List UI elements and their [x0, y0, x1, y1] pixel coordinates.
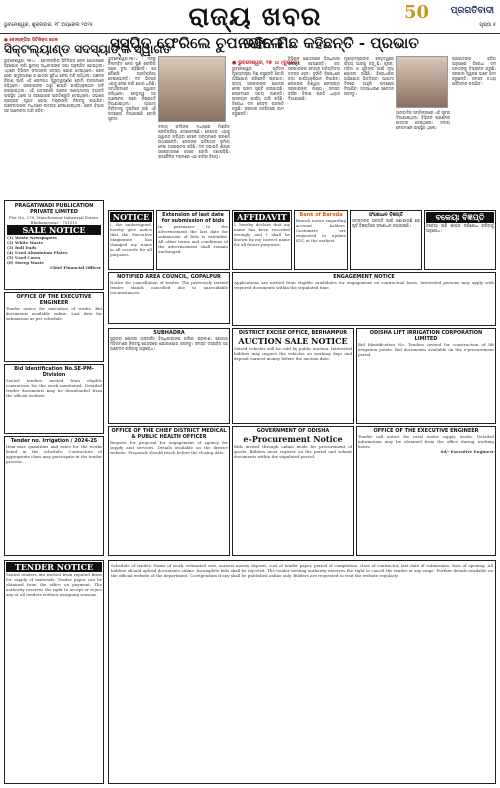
right-story-col2: ବିଭିନ୍ନ ଯୋଜନାରେ ହିତାଧିକାରୀ ଉପକୃତ ହେଉଛନ୍ତି। ଗତ ସରକାରଙ୍କ ସମୟର ଅନିୟମିତତା ତଦନ୍ତ ହେବ। ଦୁର୍ନୀତି ବିରୋଧରେ କଡ଼ା କାର୍ଯ୍ୟାନୁଷ୍ଠାନ ନିଆଯିବ। ଲୋକଙ୍କ ବିଶ୍ୱାସ ଫେରାଇବା ସରକାରଙ୍କ ଲକ୍ଷ୍ୟ। ସମସ୍ତ ବର୍ଗର ବିକାଶ ପ୍ରତି ଧ୍ୟାନ ଦିଆଯାଉଛି।	[288, 56, 340, 101]
notice-ad: NOTICE I, the undersigned, hereby give notice that the Executive Magistrate has changed my name in all records for all purposes.	[108, 210, 154, 270]
amendment-title: ସଂଶୋଧନ ବିଜ୍ଞପ୍ତି	[368, 212, 404, 218]
sale-item: (1) Waste Newspapers	[7, 235, 57, 240]
sale-item: (6) Sweep Waste	[7, 260, 44, 265]
chief-fin: Chief Financial Officer	[50, 265, 101, 270]
rwss-title: OFFICE OF THE EXECUTIVE ENGINEER	[373, 428, 479, 434]
sale-item: (4) Used Aluminium Plates	[7, 250, 68, 255]
page-title: ରାଜ୍ୟ ଖବର	[188, 2, 322, 32]
sale-address: Plot No. 278, Mancheswar Industrial Estate, Bhubaneswar - 751010	[8, 215, 100, 225]
engagement-ad: ENGAGEMENT NOTICE Applications are invited from eligible candidates for engagement on contractual basis. Interested persons may apply with required documents within the stipulated time.	[232, 272, 496, 326]
sale-company: PRAGATIWADI PUBLICATION PRIVATE LIMITED	[14, 203, 94, 215]
panchayat-title: SUBHADRA	[153, 330, 185, 336]
masthead	[0, 0, 500, 34]
notice-title: NOTICE	[110, 212, 152, 222]
panchayat-ad: SUBHADRA ସୁଭଦ୍ରା ଯୋଜନା ଅନ୍ତର୍ଗତ ହିତାଧିକାରୀଙ୍କ ତାଲିକା ପ୍ରକାଶ। ଯୋଗ୍ୟ ମହିଳାମାନେ ନିକଟସ୍ଥ କେନ୍ଦ୍ରରେ ଯୋଗାଯୋଗ କରନ୍ତୁ। ସମସ୍ତ ଦସ୍ତାବିଜ ସହ ଆବେଦନ କରିବାକୁ ଅନୁରୋଧ।	[108, 328, 230, 424]
ed-notice-ad: Extension of last date for submission of bids In pursuance to the advertisement the last date for submission of bids is extended. All other terms and conditions of the advertisement shall remain unchanged.	[156, 210, 230, 270]
page-number: ପୃଷ୍ଠା ୫	[479, 22, 496, 28]
anniversary-logo: 50	[404, 2, 430, 23]
irrigation-office-ad: OFFICE OF THE EXECUTIVE ENGINEER Tender notice for execution of works. Bid documents available online. Last date for submission as per schedule.	[4, 292, 104, 362]
date-line: ଭୁବନେଶ୍ୱର, ଶୁକ୍ରବାର, ୧୮ ଅପ୍ରେଲ ୨୦୨୫	[4, 22, 93, 28]
notified-area-ad: NOTIFIED AREA COUNCIL, GOPALPUR Notice for cancellation of tender. The previously invited tender stands cancelled due to unavoidable circumstances.	[108, 272, 230, 324]
auction-title: AUCTION SALE NOTICE	[238, 336, 348, 346]
dues-title: ବକେୟା ବିଜ୍ଞପ୍ତି	[426, 212, 494, 223]
dues-notice-ad: ବକେୟା ବିଜ୍ଞପ୍ତି ବକେୟା ରାଶି ଶୀଘ୍ର ପରିଶୋଧ କରିବାକୁ ଅନୁରୋଧ।	[424, 210, 496, 270]
notified-area-title: NOTIFIED AREA COUNCIL, GOPALPUR	[117, 274, 221, 280]
bid-ident-title: Bid Identification No.SE-PM-Division	[14, 366, 94, 378]
ecb-title: Tender no. Irrigation / 2024-25	[10, 438, 98, 444]
sale-item: (3) Roll Ends	[7, 245, 37, 250]
politician-photo	[158, 56, 226, 122]
bank-baroda-ad: Bank of Baroda Branch notice regarding account holders. Customers are requested to update KYC at the earliest.	[294, 210, 348, 270]
govt-odisha-ad: GOVERNMENT OF ODISHA e-Procurement Notice Bids invited through online mode for procurement of goods. Bidders must register on the portal and submit documents within the stipulated period.	[232, 426, 354, 556]
bank-name: Bank of Baroda	[299, 212, 343, 218]
mid-story-col2: ଦଳୀୟ କର୍ମୀଙ୍କ ମଧ୍ୟରେ ମିଶ୍ରିତ ପ୍ରତିକ୍ରିୟା ଦେଖାଦେଇଛି। କେତେକ ଏହାକୁ ସ୍ୱାଗତ କରିଥିବା ବେଳେ ଅନ୍ୟମାନେ ପ୍ରଶ୍ନ ଉଠାଇଛନ୍ତି। ନେତାଙ୍କ ଭବିଷ୍ୟତ ଭୂମିକା ନେଇ ଅସ୍ପଷ୍ଟତା ରହିଛି। ଦଳ ସଭାପତି ଶୀଘ୍ର ସ୍ପଷ୍ଟୀକରଣ ଦେବେ ବୋଲି ଜଣାପଡ଼ିଛି। ରାଜନୈତିକ ମହଲରେ ଏହା ଚର୍ଚ୍ଚାର ବିଷୟ।	[158, 124, 230, 159]
sale-title: SALE NOTICE	[7, 225, 101, 235]
affidavit-ad: AFFIDAVIT I, hereby declare that my name has been recorded wrongly and I shall be known by my correct name for all future purposes.	[232, 210, 292, 270]
health-office-ad: OFFICE OF THE CHIEF DISTRICT MEDICAL & PUBLIC HEALTH OFFICER Request for proposal for engagement of agency for supply and services. Details available on the district website. Proposals should reach before the closing date.	[108, 426, 230, 556]
speaker-photo	[396, 56, 448, 108]
tender-title: TENDER NOTICE	[6, 562, 102, 572]
affidavit-title: AFFIDAVIT	[234, 212, 290, 222]
schedule-ads: Schedule of tender: Name of work, estimated cost, earnest money deposit, cost of tender paper, period of completion, class of contractor, last date of submission, date of opening. All bidders should upload documents online. Incomplete bids shall be rejected. The tender inviting authority reserves the right to cancel the tender at any stage. Further details available on the official website of the department. Corrigendum if any shall be published online only. Bidders are requested to visit the website regularly.	[108, 560, 496, 784]
brand-name: ପ୍ରଗତିବାଦୀ	[450, 6, 494, 16]
lift-irrigation-ad: ODISHA LIFT IRRIGATION CORPORATION LIMITED Bid Identification No. Tenders invited for construction of lift irrigation points. Bid documents available on the e-procurement portal.	[356, 328, 496, 424]
right-headline: ନବୀନ ମିଛ କହିଛନ୍ତି - ପ୍ରଭାତ	[238, 34, 419, 52]
right-story-col5: ସାମ୍ବାଦିକ ସମ୍ମିଳନୀରେ ଏହି ସୂଚନା ଦିଆଯାଇଥିଲା। ବିଭିନ୍ନ ପ୍ରଶ୍ନର ଉତ୍ତର ଦେଇଥିଲେ। ଦଳୀୟ ନେତାମାନେ ଉପସ୍ଥିତ ଥିଲେ।	[396, 110, 450, 130]
rwss-sign: Sd/- Executive Engineer	[440, 449, 494, 454]
right-kicker: ● ଭୁବନେଶ୍ୱର, ୧୭ ।୪ (ବ୍ୟୁରୋ)	[232, 60, 300, 66]
tender-notice-ad: TENDER NOTICE Sealed tenders are invited from reputed firms for supply of materials. Tender paper can be obtained from the office on payment. The authority reserves the right to accept or reject any or all tenders without assigning reasons.	[4, 560, 104, 784]
right-story-col1: ଭୁବନେଶ୍ୱର : ପୂର୍ବତନ ମୁଖ୍ୟମନ୍ତ୍ରୀ ମିଛ କହୁଛନ୍ତି ବୋଲି ଅଭିଯୋଗ କରିଛନ୍ତି ପ୍ରଭାତ। ରାଜ୍ୟ ସରକାରଙ୍କ ଯୋଜନା ନେଇ ଭ୍ରମ ସୃଷ୍ଟି କରାଯାଉଛି। ଲୋକମାନେ ସତ୍ୟ ଜାଣନ୍ତି। ଉନ୍ନୟନ କାର୍ଯ୍ୟ ଜାରି ରହିଛି। ବିରୋଧୀ ଦଳ କେବଳ ରାଜନୀତି କରୁଛି। ସରକାର ଜନହିତରେ କାମ କରୁଛନ୍ତି।	[232, 66, 284, 116]
rwss-ad: OFFICE OF THE EXECUTIVE ENGINEER Tender call notice for rural water supply works. Detailed information may be obtained from the office during working hours. Sd/- Executive Engineer	[356, 426, 496, 556]
irrigation-title: OFFICE OF THE EXECUTIVE ENGINEER	[16, 294, 92, 306]
left-kicker: ● ବୋଲାଙ୍ଗିର ସିଟିଜିକ୍ସ ରେଳ	[4, 38, 58, 43]
bid-ident-ad: Bid Identification No.SE-PM-Division Sealed tenders invited from eligible contractors for the work mentioned. Detailed tender documents may be downloaded from the official website.	[4, 364, 104, 434]
sale-item: (5) Used Cores	[7, 255, 41, 260]
sale-item: (2) White Waste	[7, 240, 44, 245]
right-story-col3: ମୁଖ୍ୟମନ୍ତ୍ରୀଙ୍କ ନେତୃତ୍ୱରେ ରାଜ୍ୟ ଆଗକୁ ବଢ଼ୁଛି। କୃଷକ, ମହିଳା ଓ ଯୁବଙ୍କ ପାଇଁ ନୂଆ ଯୋଜନା ଆସିଛି। ବିରୋଧୀଙ୍କ ଅଭିଯୋଗ ଭିତ୍ତିହୀନ। ଆଗାମୀ ଦିନରେ ଆହୁରି ପଦକ୍ଷେପ ନିଆଯିବ। ଜନସାଧାରଣ ସଚେତନ ରହନ୍ତୁ।	[344, 56, 394, 96]
govt-title: GOVERNMENT OF ODISHA	[256, 428, 330, 434]
excise-title: DISTRICT EXCISE OFFICE, BERHAMPUR	[238, 330, 348, 336]
sale-notice-ad	[4, 200, 104, 290]
amendment-ad: ସଂଶୋଧନ ବିଜ୍ଞପ୍ତି ସମସ୍ତଙ୍କ ଅବଗତି ପାଇଁ ଜଣାଯାଉଛି ଯେ ପୂର୍ବ ବିଜ୍ଞପ୍ତିରେ ସଂଶୋଧନ କରାଯାଇଛି।	[350, 210, 422, 270]
left-story-text: ଭୁବନେଶ୍ୱର, ୧୭।୪ : ବୋଲାଙ୍ଗିର ସିଟିଜିକ୍ସ ରେଳ ଯୋଜନାରେ ସହଯୋଗ ଲାଗି ସ୍ଥାନୀୟ ଅଧିବାସୀଙ୍କ ସଭା ଅନୁଷ୍ଠିତ ହୋଇଥିଲା। ଏଥିରେ ବିଭିନ୍ନ ସଂଗଠନର ସଦସ୍ୟ ଯୋଗ ଦେଇଥିଲେ। ରେଳ ସେବା ସମ୍ପ୍ରସାରଣ ଓ ଯାତ୍ରୀ ସୁବିଧା ନେଇ ଦାବି ଉଠିଥିଲା। ଅଞ୍ଚଳର ବିକାଶ ପାଇଁ ଏହି ରେଳପଥ ଗୁରୁତ୍ୱପୂର୍ଣ୍ଣ ବୋଲି ବକ୍ତାମାନେ କହିଥିଲେ। ସରକାରଙ୍କ ଠାରୁ ଶୀଘ୍ର କାର୍ଯ୍ୟାନୁଷ୍ଠାନ ଦାବି କରାଯାଇଥିଲା। ଏହି ଅବସରରେ ଅନେକ ଗଣ୍ୟମାନ୍ୟ ବ୍ୟକ୍ତି ଉପସ୍ଥିତ ଥିଲେ ଓ ସହଯୋଗର ପ୍ରତିଶ୍ରୁତି ଦେଇଥିଲେ। ସଭାରେ ପ୍ରସ୍ତାବ ଗୃହୀତ ହୋଇ ମନ୍ତ୍ରୀଙ୍କ ନିକଟକୁ ପଠାଯିବ। ଅଞ୍ଚଳବାସୀଙ୍କ ମଧ୍ୟରେ ଉତ୍ସାହ ଦେଖାଯାଇଥିଲା। ରେଳ ବିଭାଗ ସହ ଆଲୋଚନା ଜାରି ରହିବ।	[4, 58, 104, 113]
excise-ad: DISTRICT EXCISE OFFICE, BERHAMPUR AUCTION SALE NOTICE Seized vehicles will be sold by public auction. Interested bidders may inspect the vehicles on working days and deposit earnest money before the auction date.	[232, 328, 354, 424]
right-story-col4: ପ୍ରଭାତଙ୍କ କହିବା ଅନୁସାରେ ବିରୋଧୀ ଦଳ ଜନତାଙ୍କୁ ବିଭ୍ରାନ୍ତ କରୁଛି। ସରକାର ସ୍ୱଚ୍ଛ ଭାବେ କାମ କରୁଛନ୍ତି। ସମସ୍ତ ତଥ୍ୟ ସାର୍ବଜନୀନ କରାଯିବ।	[452, 56, 496, 86]
left-headline: ସିକ୍ଟଲ୍ୟାଣ୍ଡ ସଦସ୍ୟାଙ୍କ ସ୍ୱାଗତ	[4, 42, 172, 56]
ecb-ad: Tender no. Irrigation / 2024-25 Item-wise quantities and rates for the works listed in the schedule. Contractors of appropriate class may participate in the tender process.	[4, 436, 104, 556]
engagement-title: ENGAGEMENT NOTICE	[333, 274, 395, 280]
lift-irrigation-title: ODISHA LIFT IRRIGATION CORPORATION LIMITED	[369, 330, 483, 342]
ed-notice-title: Extension of last date for submission of bids	[161, 212, 225, 224]
mid-headline: ସସ୍ପିତ ଫେରିଲେ ଚୁପ ରହିଲେ	[110, 34, 284, 52]
eproc-title: e-Procurement Notice	[243, 434, 343, 444]
mid-story-col1: ଭୁବନେଶ୍ୱର,୧୭।୪ : ଦଳରୁ ନିଲମ୍ବିତ ନେତା ପୁଣି ଫେରିବା ପରେ ଚୁପ ରହିଛନ୍ତି। ସେ କୌଣସି ପ୍ରତିକ୍ରିୟା ଦେଇନାହାନ୍ତି। ଦଳ ଭିତରେ ଏହାକୁ ନେଇ ଚର୍ଚ୍ଚା ଜୋର ଧରିଛି। ସମର୍ଥକମାନେ ସ୍ୱାଗତ କରିଥିଲେ। ନେତୃତ୍ୱ ସହ ଆଲୋଚନା ପରେ ନିଷ୍ପତ୍ତି ନିଆଯାଇଥିଲା। ଆଗାମୀ ନିର୍ବାଚନକୁ ଦୃଷ୍ଟିରେ ରଖି ଏହି ପଦକ୍ଷେପ ନିଆଯାଇଛି ବୋଲି ସୂଚନା।	[108, 56, 156, 121]
health-title: OFFICE OF THE CHIEF DISTRICT MEDICAL & PUBLIC HEALTH OFFICER	[111, 428, 227, 440]
